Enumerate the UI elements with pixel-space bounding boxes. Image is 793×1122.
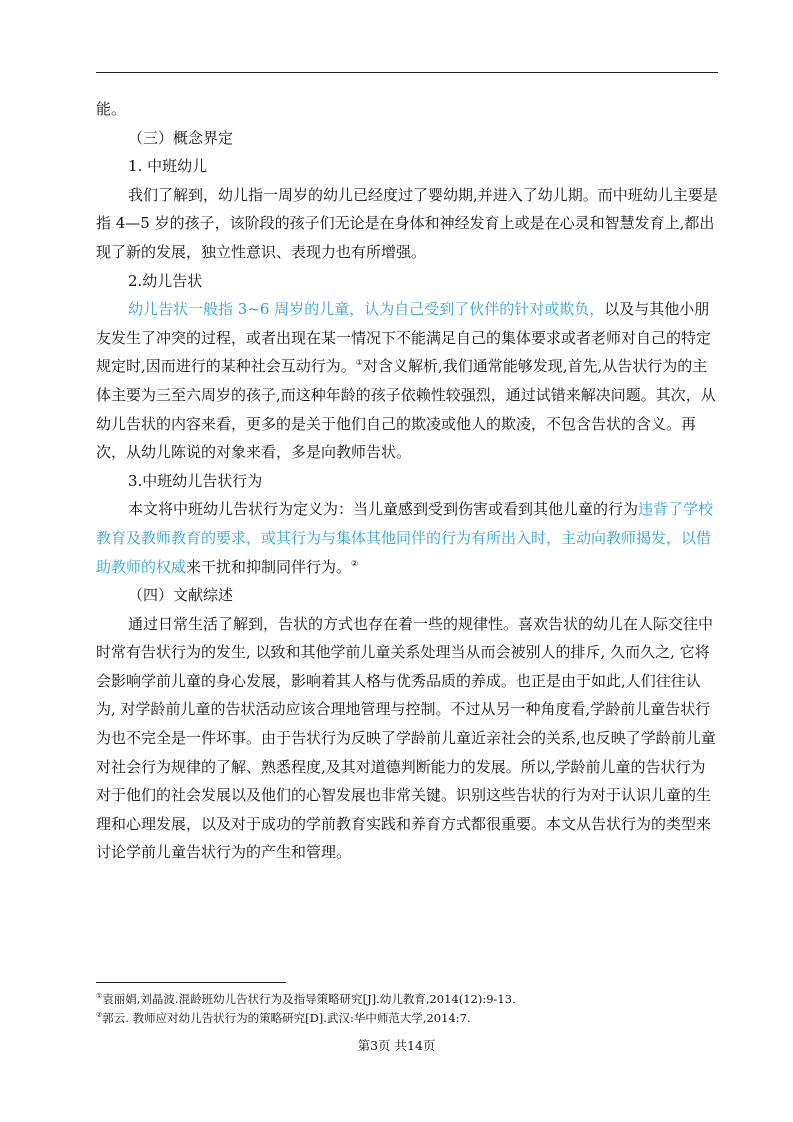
footnote-text: 郭云. 教师应对幼儿告状行为的策略研究[D].武汉:华中师范大学,2014:7.: [102, 1011, 471, 1025]
subheading-telling-behavior: 3.中班幼儿告状行为: [128, 471, 263, 490]
paragraph-text: 以及与其他小朋友发生了冲突的过程，或者出现在某一情况下不能满足自己的集体要求或者老师对自己的特定规定时,因而进行的某种社会互动行为。: [96, 300, 712, 376]
footnote-mark: ①: [96, 992, 103, 1000]
footnote-2: [96, 1009, 718, 1028]
header-rule: [96, 72, 718, 73]
section-heading-concepts: （三）概念界定: [128, 128, 234, 147]
page-number: 第3页 共14页: [357, 1038, 436, 1053]
paragraph-behavior-definition: [96, 495, 718, 581]
paragraph-text: 来干扰和抑制同伴行为。: [186, 557, 352, 576]
paragraph-middle-class-definition: 我们了解到，幼儿指一周岁的幼儿已经度过了婴幼期,并进入了幼儿期。而中班幼儿主要是指 4—5 岁的孩子，该阶段的孩子们无论是在身体和神经发育上或是在心灵和智慧发育上,都出现了新的发展，独立性意识、表现力也有所增强。: [96, 185, 718, 261]
body-text: [96, 95, 718, 867]
highlighted-text: 违背了学校教育及教师教育的要求，或其行为与集体其他同伴的行为有所出入时，主动向教师揭发，以借助教师的权威: [96, 500, 714, 576]
paragraph-literature-review: 通过日常生活了解到，告状的方式也存在着一些的规律性。喜欢告状的幼儿在人际交往中时常有告状行为的发生, 以致和其他学前儿童关系处理当从而会被别人的排斥, 久而久之, 它将会影响学前儿童的身心发展，影响着其人格与优秀品质的养成。也正是由于如此,人们往往认为, 对学龄前儿童的告状活动应该合理地管理与控制。不过从另一种角度看,学龄前儿童告状行为也不完全是一件坏事。由于告状行为反映了学龄前儿童近亲社会的关系,也反映了学龄前儿童对社会行为规律的了解、熟悉程度,及其对道德判断能力的发展。所以,学龄前儿童的告状行为对于他们的社会发展以及他们的心智发展也非常关键。识别这些告状的行为对于认识儿童的生理和心理发展，以及对于成功的学前教育实践和养育方式都很重要。本文从告状行为的类型来讨论学前儿童告状行为的产生和管理。: [96, 614, 716, 862]
footnotes: [96, 990, 718, 1028]
paragraph-telling-definition: [96, 295, 718, 467]
footnote-rule: [96, 982, 286, 983]
paragraph-continuation: 能。: [96, 100, 127, 118]
paragraph-text: 对含义解析,我们通常能够发现,首先,从告状行为的主体主要为三至六周岁的孩子,而这种年龄的孩子依赖性较强烈，通过试错来解决问题。其次，从幼儿告状的内容来看，更多的是关于他们自己的欺凌或他人的欺凌，不包含告状的含义。再次，从幼儿陈说的对象来看，多是向教师告状。: [96, 357, 716, 462]
paragraph-text: 本文将中班幼儿告状行为定义为：当儿童感到受到伤害或看到其他儿童的行为: [128, 500, 639, 519]
footnote-marker-1: ①: [355, 358, 363, 368]
highlighted-text: 幼儿告状一般指 3~6 周岁的儿童，认为自己受到了伙伴的针对或欺负，: [128, 300, 605, 319]
footnote-marker-2: ②: [351, 558, 359, 568]
subheading-children-telling: 2.幼儿告状: [128, 271, 203, 290]
subheading-middle-class-children: 1. 中班幼儿: [128, 157, 208, 176]
section-heading-literature-review: （四）文献综述: [128, 586, 234, 605]
footnote-1: [96, 990, 718, 1009]
footnote-mark: ②: [96, 1011, 103, 1019]
footnote-text: 袁丽娟,刘晶波.混龄班幼儿告状行为及指导策略研究[J].幼儿教育,2014(12):9-13.: [102, 992, 516, 1006]
